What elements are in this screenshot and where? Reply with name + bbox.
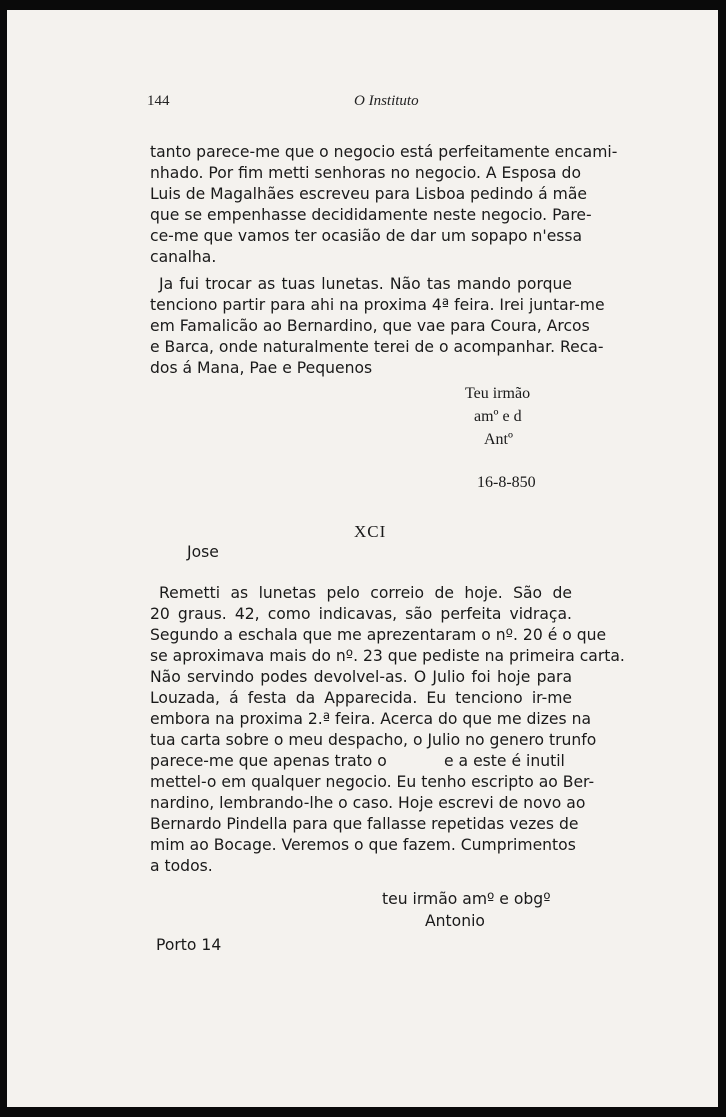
text-line: nhado. Por fim metti senhoras no negocio. A Esposa do [150,164,581,182]
text-line: Louzada, á festa da Apparecida. Eu tenciono ir-me [150,689,572,707]
letter-1-date: 16-8-850 [477,474,536,491]
text-line: Ja fui trocar as tuas lunetas. Não tas mando porque [159,275,572,293]
text-line: Não servindo podes devolvel-as. O Julio foi hoje para [150,668,572,686]
text-line: canalha. [150,248,217,266]
letter-1-signature: Antº [484,431,513,448]
text-line: Luis de Magalhães escreveu para Lisboa pedindo á mãe [150,185,588,203]
page-number: 144 [147,93,170,109]
letter-2-signature: Antonio [425,912,485,930]
text-line: ce-me que vamos ter ocasião de dar um sopapo n'essa [150,227,583,245]
text-line: mettel-o em qualquer negocio. Eu tenho escripto ao Ber- [150,773,595,791]
text-line: dos á Mana, Pae e Pequenos [150,359,373,377]
text-line: parece-me que apenas trato o [150,752,387,770]
text-line: tanto parece-me que o negocio está perfeitamente encami- [150,143,618,161]
letter-1-closing: amº e d [474,408,522,425]
place-date: Porto 14 [156,936,222,954]
text-line: nardino, lembrando-lhe o caso. Hoje escrevi de novo ao [150,794,586,812]
text-line: Bernardo Pindella para que fallasse repetidas vezes de [150,815,579,833]
text-line: se aproximava mais do nº. 23 que pediste na primeira carta. [150,647,625,665]
text-line: em Famalicão ao Bernardino, que vae para Coura, Arcos [150,317,590,335]
running-title: O Instituto [354,93,419,109]
salutation: Jose [187,543,219,561]
letter-number: XCI [354,522,387,541]
text-line: tenciono partir para ahi na proxima 4ª feira. Irei juntar-me [150,296,605,314]
text-line: que se empenhasse decididamente neste negocio. Pare- [150,206,592,224]
text-line: Segundo a eschala que me aprezentaram o nº. 20 é o que [150,626,607,644]
text-line: e Barca, onde naturalmente terei de o acompanhar. Reca- [150,338,604,356]
text-line: embora na proxima 2.ª feira. Acerca do que me dizes na [150,710,592,728]
letter-2-closing: teu irmão amº e obgº [382,890,551,908]
text-line: Remetti as lunetas pelo correio de hoje. São de [159,584,572,602]
text-line: a todos. [150,857,213,875]
letter-1-closing: Teu irmão [465,385,531,402]
text-line: tua carta sobre o meu despacho, o Julio no genero trunfo [150,731,597,749]
text-line: 20 graus. 42, como indicavas, são perfeita vidraça. [150,605,572,623]
page [7,10,718,1107]
text-line: mim ao Bocage. Veremos o que fazem. Cumprimentos [150,836,576,854]
text-line: e a este é inutil [444,752,565,770]
